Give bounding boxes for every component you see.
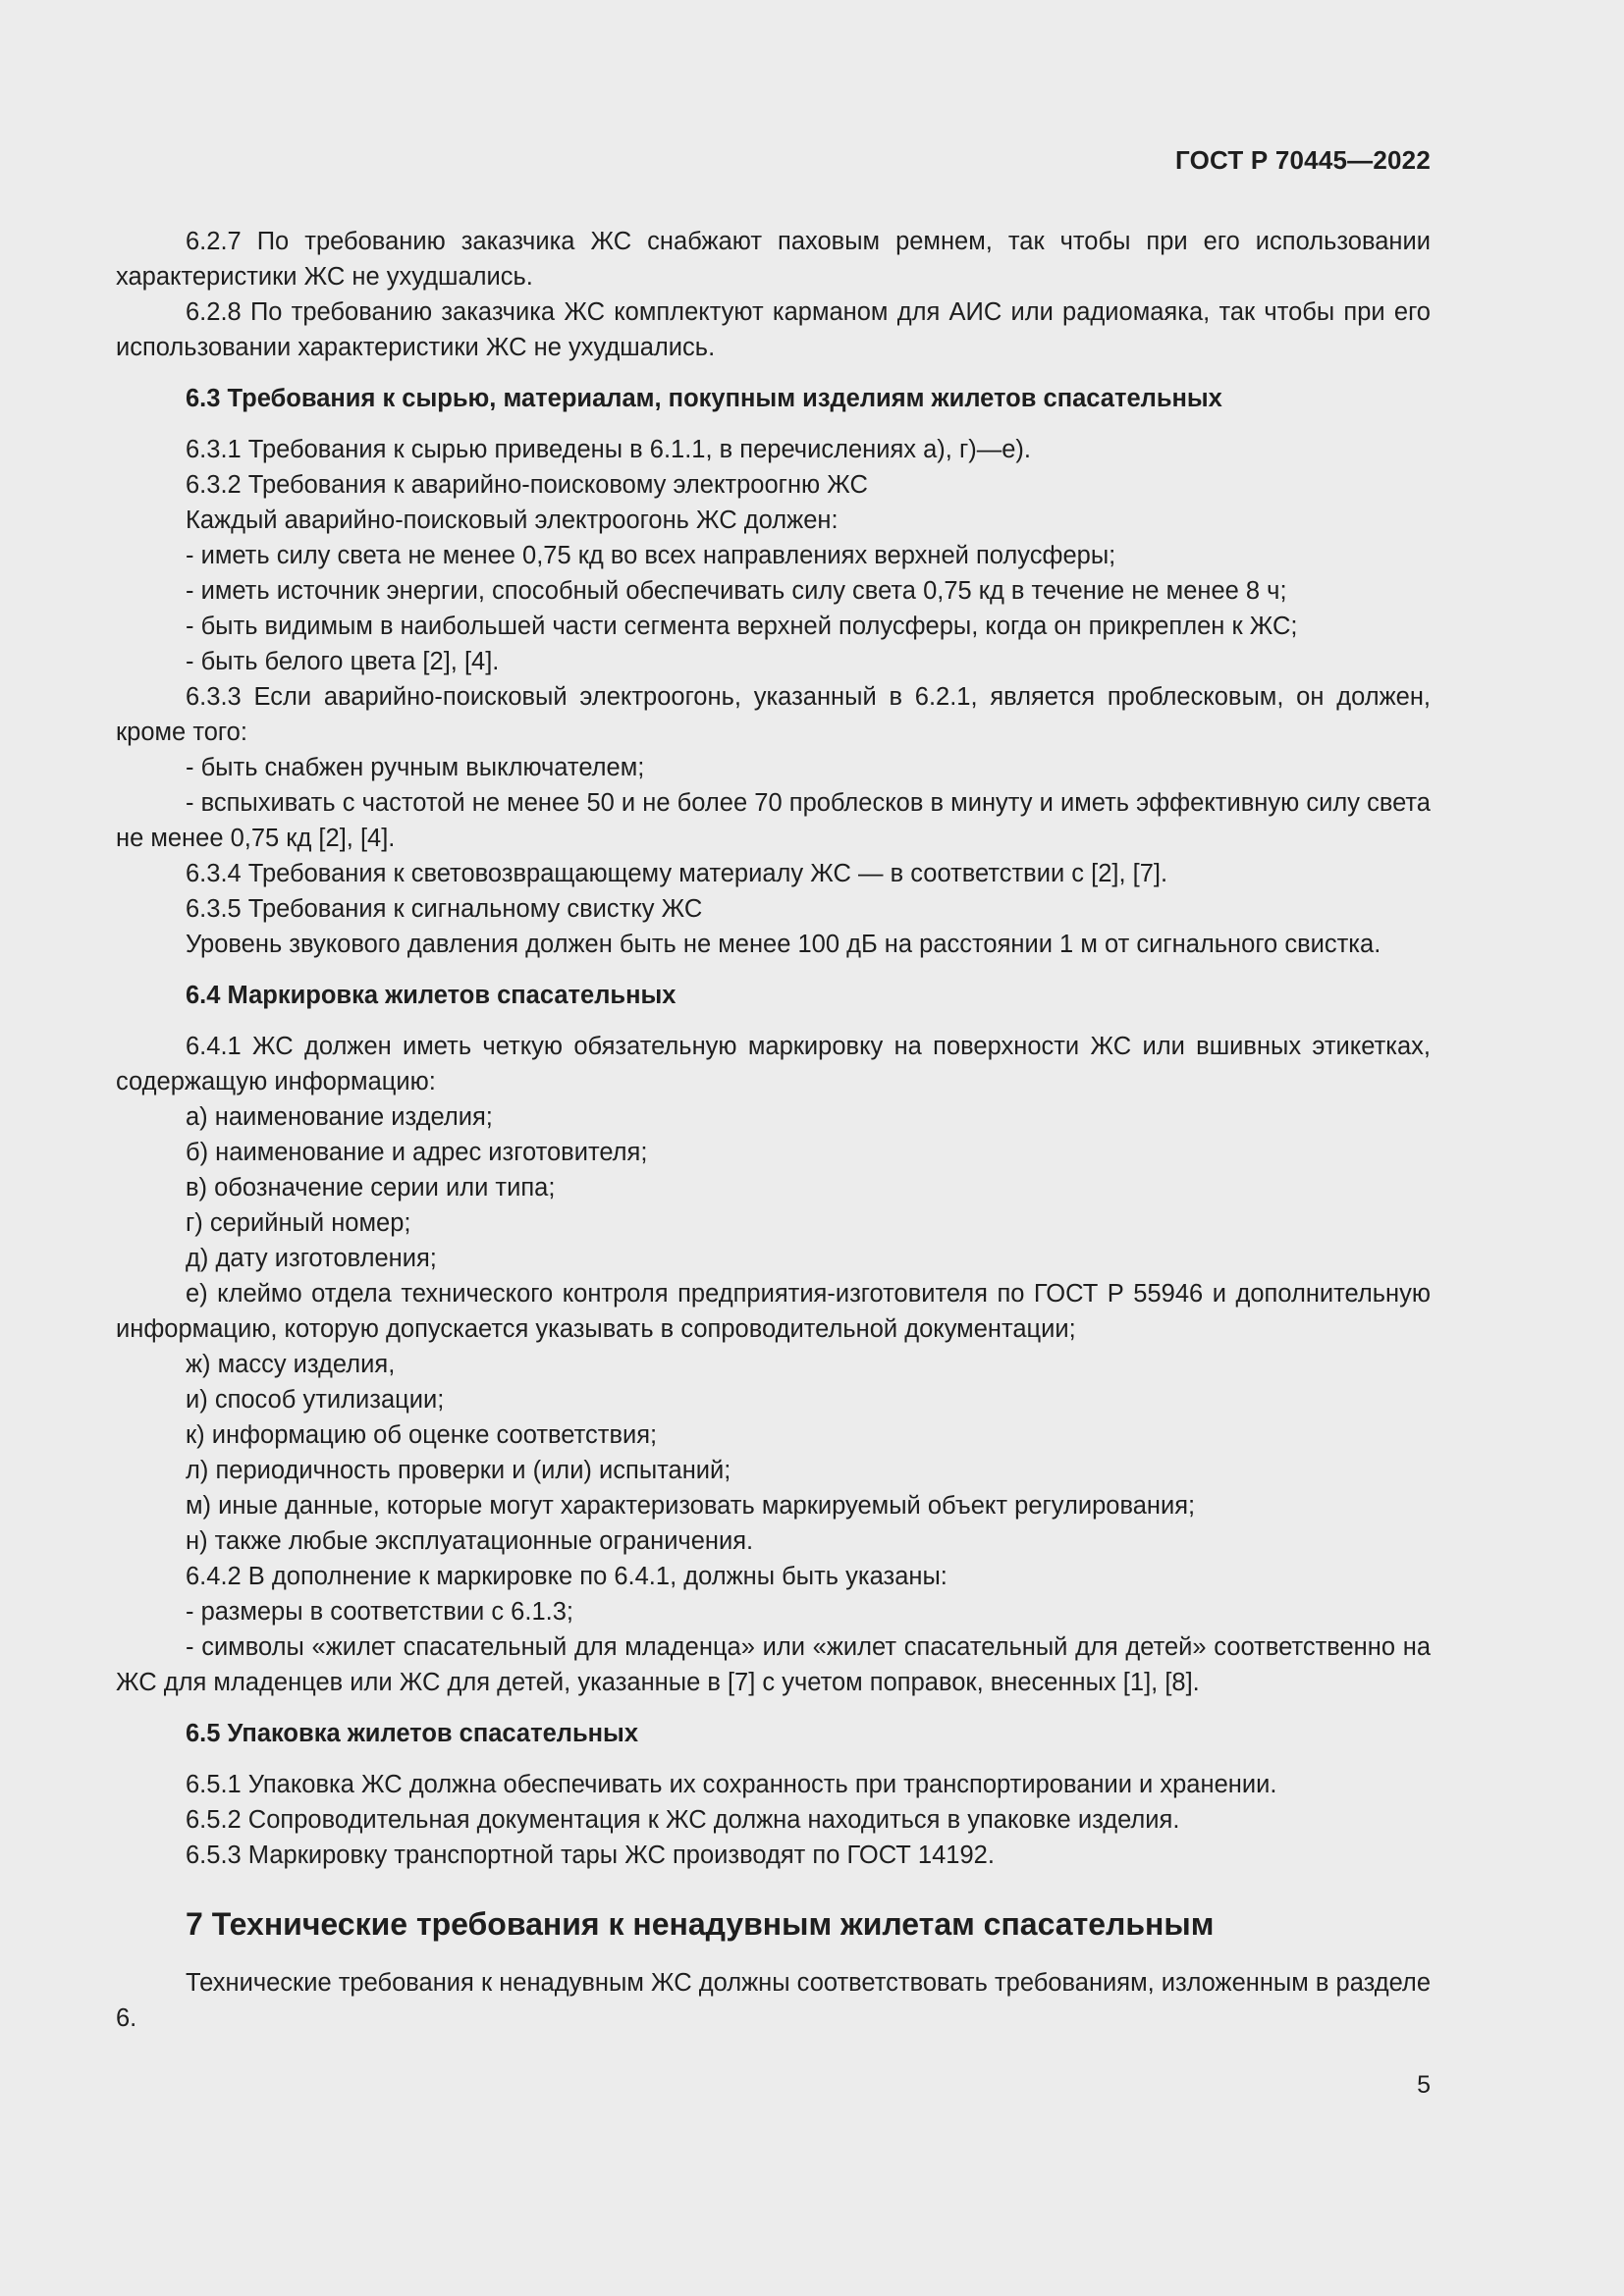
list-item: ж) массу изделия, xyxy=(186,1351,396,1378)
list-item: - иметь силу света не менее 0,75 кд во всех направлениях верхней полусферы; xyxy=(186,542,1116,569)
list-item: б) наименование и адрес изготовителя; xyxy=(186,1139,648,1166)
paragraph-6-3-3: 6.3.3 Если аварийно-поисковый электроогонь, указанный в 6.2.1, является проблесковым, он должен, кроме того: xyxy=(116,683,1431,746)
paragraph-6-2-8: 6.2.8 По требованию заказчика ЖС комплектуют карманом для АИС или радиомаяка, так чтобы при его использовании характеристики ЖС не ухудшались. xyxy=(116,298,1431,361)
paragraph-6-3-2: 6.3.2 Требования к аварийно-поисковому электроогню ЖС xyxy=(186,471,868,499)
list-item: - быть снабжен ручным выключателем; xyxy=(186,754,645,781)
section-heading-6-4: 6.4 Маркировка жилетов спасательных xyxy=(186,982,677,1009)
list-item: - иметь источник энергии, способный обеспечивать силу света 0,75 кд в течение не менее 8 ч; xyxy=(186,577,1287,605)
paragraph-6-5-3: 6.5.3 Маркировку транспортной тары ЖС производят по ГОСТ 14192. xyxy=(186,1842,995,1869)
list-item: - быть видимым в наибольшей части сегмента верхней полусферы, когда он прикреплен к ЖС; xyxy=(186,613,1298,640)
list-item: - быть белого цвета [2], [4]. xyxy=(186,648,500,675)
document-header: ГОСТ Р 70445—2022 xyxy=(1175,145,1431,175)
list-item: г) серийный номер; xyxy=(186,1209,411,1237)
section-heading-6-3: 6.3 Требования к сырью, материалам, покупным изделиям жилетов спасательных xyxy=(186,385,1222,412)
page-number: 5 xyxy=(1417,2071,1431,2099)
list-item: е) клеймо отдела технического контроля предприятия-изготовителя по ГОСТ Р 55946 и дополнительную информацию, которую допускается указывать в сопроводительной документации; xyxy=(116,1280,1431,1343)
list-item: н) также любые эксплуатационные ограничения. xyxy=(186,1527,754,1555)
paragraph-6-3-5-text: Уровень звукового давления должен быть не менее 100 дБ на расстоянии 1 м от сигнального свистка. xyxy=(186,931,1381,958)
paragraph-7: Технические требования к ненадувным ЖС должны соответствовать требованиям, изложенным в разделе 6. xyxy=(116,1969,1431,2032)
list-item: л) периодичность проверки и (или) испытаний; xyxy=(186,1457,731,1484)
paragraph-6-3-1: 6.3.1 Требования к сырью приведены в 6.1.1, в перечислениях а), г)—е). xyxy=(186,436,1031,463)
list-item: д) дату изготовления; xyxy=(186,1245,437,1272)
list-item: - символы «жилет спасательный для младенца» или «жилет спасательный для детей» соответственно на ЖС для младенцев или ЖС для детей, указанные в [7] с учетом поправок, внесенных [1], [8]. xyxy=(116,1633,1431,1696)
list-item: в) обозначение серии или типа; xyxy=(186,1174,556,1201)
paragraph-6-4-2: 6.4.2 В дополнение к маркировке по 6.4.1, должны быть указаны: xyxy=(186,1563,947,1590)
list-item: м) иные данные, которые могут характеризовать маркируемый объект регулирования; xyxy=(186,1492,1196,1520)
list-item: - размеры в соответствии с 6.1.3; xyxy=(186,1598,573,1626)
list-item: а) наименование изделия; xyxy=(186,1103,493,1131)
document-body xyxy=(116,224,1431,2036)
section-heading-6-5: 6.5 Упаковка жилетов спасательных xyxy=(186,1720,639,1747)
list-item: и) способ утилизации; xyxy=(186,1386,445,1414)
paragraph-6-2-7: 6.2.7 По требованию заказчика ЖС снабжают паховым ремнем, так чтобы при его использовании характеристики ЖС не ухудшались. xyxy=(116,228,1431,291)
paragraph-6-3-4: 6.3.4 Требования к световозвращающему материалу ЖС — в соответствии с [2], [7]. xyxy=(186,860,1168,887)
list-item: к) информацию об оценке соответствия; xyxy=(186,1421,658,1449)
paragraph-6-4-1: 6.4.1 ЖС должен иметь четкую обязательную маркировку на поверхности ЖС или вшивных этикетках, содержащую информацию: xyxy=(116,1033,1431,1095)
paragraph-6-5-1: 6.5.1 Упаковка ЖС должна обеспечивать их сохранность при транспортировании и хранении. xyxy=(186,1771,1277,1798)
paragraph-6-5-2: 6.5.2 Сопроводительная документация к ЖС должна находиться в упаковке изделия. xyxy=(186,1806,1180,1834)
list-item: - вспыхивать с частотой не менее 50 и не более 70 проблесков в минуту и иметь эффективную силу света не менее 0,75 кд [2], [4]. xyxy=(116,789,1431,852)
paragraph-6-3-2-intro: Каждый аварийно-поисковый электроогонь ЖС должен: xyxy=(186,507,839,534)
paragraph-6-3-5: 6.3.5 Требования к сигнальному свистку ЖС xyxy=(186,895,703,923)
chapter-heading-7: 7 Технические требования к ненадувным жилетам спасательным xyxy=(186,1906,1215,1942)
